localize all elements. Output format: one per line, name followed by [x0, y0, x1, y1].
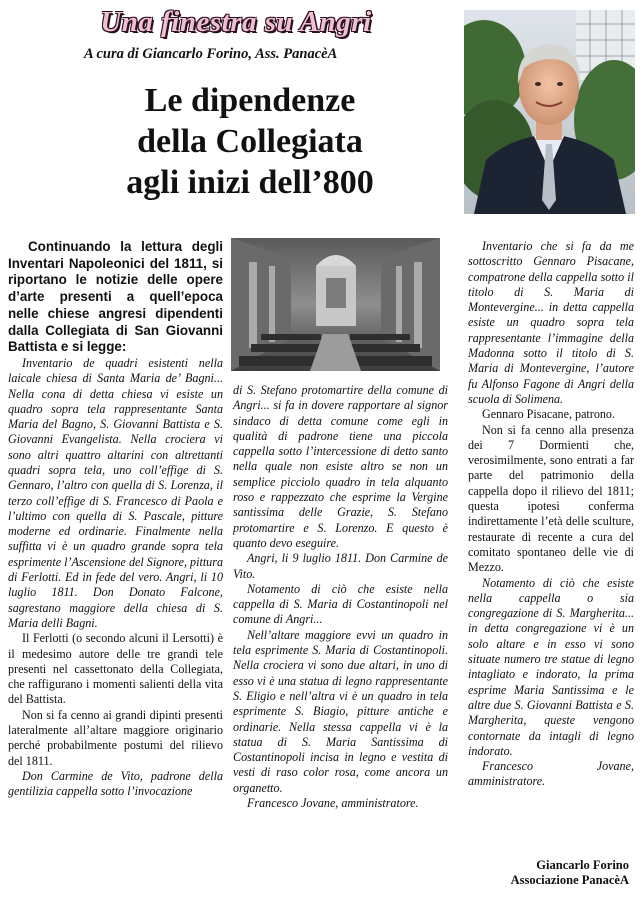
headline-line: agli inizi dell’800 [126, 164, 374, 201]
author-name: Giancarlo Forino [536, 858, 629, 872]
paragraph: Il Ferlotti (o secondo alcuni il Lersotti) è il medesimo autore delle tre grandi tele presenti nel cassettonato della Collegiata, che raffigurano i momenti salienti della vita del Battista. [8, 631, 223, 707]
headline-line: Le dipendenze [144, 82, 356, 119]
church-image [231, 238, 440, 371]
author-signature [511, 858, 629, 888]
article-headline [60, 80, 440, 203]
curator-credit: A cura di Giancarlo Forino, Ass. PanacèA [84, 46, 338, 62]
author-photo [464, 10, 635, 214]
headline-line: della Collegiata [137, 123, 363, 160]
inventory-quote: di S. Stefano protomartire della comune di Angri... si fa in dovere rapportare al signor sindaco di detta comune come egli in qualità di padrone tiene una piccola cappella sotto l’intercessione di detto santo nella quale non esiste altro se non un semplice picciolo quadro in tela alquanto roso e rappezzato che esprime la Vergine santissima delle Grazie, S. Stefano protomartire e S. Lorenzo. E questo è quanto devo eseguire. [233, 383, 448, 550]
inventory-signature: Angri, li 9 luglio 1811. Don Carmine de Vito. [233, 551, 448, 581]
inventory-quote: Inventario de quadri esistenti nella laicale chiesa di Santa Maria de’ Bagni... Nella cona di detta chiesa vi esiste un quadro sopra tela rappresentante Santa Maria del Bagno, S. Giovanni Battista e S. Giovanni Evangelista. Nella crociera vi sono altri quattro altarini con altrettanti quadri sopra tela, uno coll’effige di S. Gennaro, l’altro con quella di S. Lorenza, il terzo coll’effige di S. Francesco di Paola e l’ultimo con quella di S. Pascale, pitture moderne ed ordinarie. Finalmente nella suffitta vi è un quadro grande sopra tela esprimente l’Ascensione del Signore, pittura di Ferlotti. Ed in fede del vero. Angri, li 10 luglio 1811. Don Donato Falcone, sagrestano maggiore della chiesa di S. Maria delli Bagni. [8, 355, 223, 630]
article-column-2 [233, 383, 448, 811]
masthead-title: Una finestra su Angri [100, 6, 372, 38]
inventory-signature: Gennaro Pisacane, patrono. [482, 407, 615, 422]
article-column-3 [468, 239, 634, 790]
inventory-quote: Notamento di ciò che esiste nella cappella o sia congregazione di S. Margherita... in detta congregazione vi è un solo altare e in esso vi sono situate numero tre statue di legno intagliato e indorato, la prima esprime Maria Santissima e le altre due S. Giovanni Battista e S. Margherita, queste vengono contornate da intagli di legno indorato. [468, 575, 634, 758]
inventory-quote: Don Carmine de Vito, padrone della gentilizia cappella sotto l’invocazione [8, 768, 223, 799]
paragraph: Non si fa cenno alla presenza dei 7 Dormienti che, verosimilmente, sono entrati a far parte del patrimonio della cappella dopo il rilievo del 1811; questa ipotesi conferma indirettamente l’età delle sculture, restaurate di recente a cura del comitato spontaneo delle vie di Mezzo. [468, 422, 634, 575]
inventory-signature: Francesco Jovane, amministratore. [468, 759, 634, 789]
article-lead: Continuando la lettura degli Inventari Napoleonici del 1811, si riportano le notizie delle opere d’arte presenti a quell’epoca nelle chiese angresi dipendenti dalla Collegiata di San Giovanni Battista e si legge: [8, 239, 223, 355]
author-organization: Associazione PanacèA [510, 873, 629, 887]
inventory-signature: Francesco Jovane, amministratore. [247, 796, 419, 811]
portrait-image [464, 10, 635, 214]
inventory-quote: Inventario che si fa da me sottoscritto Gennaro Pisacane, compatrone della cappella sotto il titolo di S. Maria di Montevergine... in detta cappella esiste un quadro sopra tela rappresentante l’immagine della Madonna sotto il titolo di S. Maria di Montevergine, l’autore fu Alfonso Fagone di Angri della scuola di Solimena. [468, 239, 634, 406]
inventory-quote: Nell’altare maggiore evvi un quadro in tela esprimente S. Maria di Costantinopoli. Nella crociera vi sono due altari, in uno di esso vi è una statua di legno rappresentante S. Eligio e nell’altra vi è un quadro in tela esprimente S. Biagio, pitture antiche e ordinarie. Nella stessa cappella vi è la statua di S. Maria Santissima di Costantinopoli incisa in legno e vestita di vesti di raso color rosa, come ancora un organetto. [233, 627, 448, 795]
paragraph: Non si fa cenno ai grandi dipinti presenti lateralmente all’altare maggiore originario perché probabilmente postumi del rilievo del 1811. [8, 707, 223, 768]
church-interior-photo [231, 238, 440, 371]
article-column-1 [8, 239, 223, 800]
inventory-quote: Notamento di ciò che esiste nella cappella di S. Maria di Costantinopoli nel comune di Angri... [233, 581, 448, 627]
